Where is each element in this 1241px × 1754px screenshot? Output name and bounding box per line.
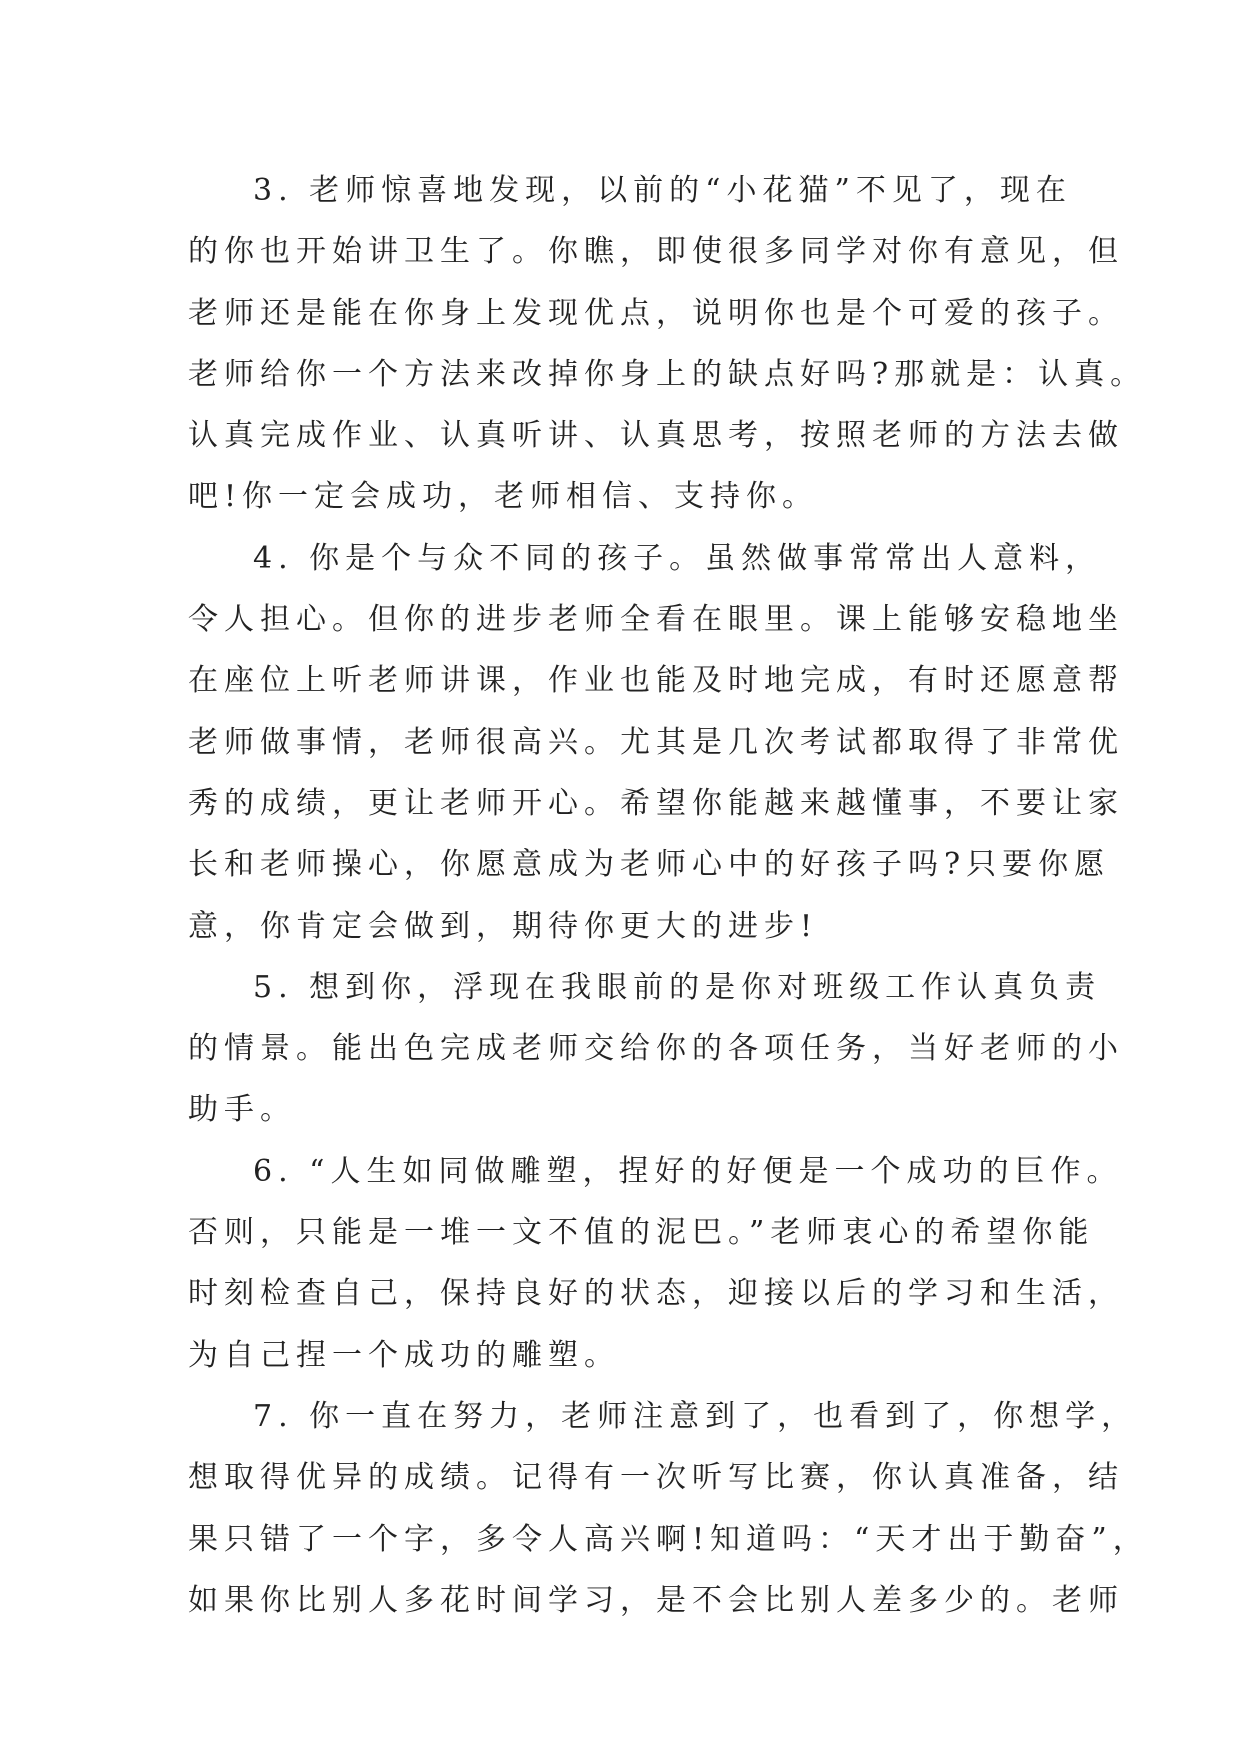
text-line: 3. 老师惊喜地发现，以前的“小花猫”不见了，现在	[253, 173, 1072, 208]
text-line: 7. 你一直在努力，老师注意到了，也看到了，你想学，	[253, 1398, 1138, 1434]
text-line: 秀的成绩，更让老师开心。希望你能越来越懂事，不要让家	[188, 785, 1124, 821]
paragraph-3	[188, 160, 1147, 528]
text-line: 长和老师操心，你愿意成为老师心中的好孩子吗?只要你愿	[188, 847, 1111, 883]
paragraph-7	[188, 1386, 1149, 1631]
text-line: 果只错了一个字，多令人高兴啊!知道吗：“天才出于勤奋”，	[188, 1521, 1149, 1557]
text-line: 意，你肯定会做到，期待你更大的进步!	[188, 908, 819, 944]
text-line: 老师做事情，老师很高兴。尤其是几次考试都取得了非常优	[188, 724, 1124, 760]
text-line: 令人担心。但你的进步老师全看在眼里。课上能够安稳地坐	[188, 602, 1124, 638]
text-line: 5. 想到你，浮现在我眼前的是你对班级工作认真负责	[253, 969, 1102, 1005]
text-line: 吧!你一定会成功，老师相信、支持你。	[188, 479, 819, 515]
paragraph-4	[188, 528, 1124, 957]
text-line: 助手。	[188, 1092, 296, 1128]
text-line: 否则，只能是一堆一文不值的泥巴。”老师衷心的希望你能	[188, 1215, 1095, 1251]
text-line: 如果你比别人多花时间学习，是不会比别人差多少的。老师	[188, 1582, 1124, 1618]
text-line: 老师还是能在你身上发现优点，说明你也是个可爱的孩子。	[188, 295, 1124, 331]
document-body	[188, 160, 1149, 1631]
text-line: 的情景。能出色完成老师交给你的各项任务，当好老师的小	[188, 1031, 1124, 1067]
text-line: 想取得优异的成绩。记得有一次听写比赛，你认真准备，结	[188, 1460, 1124, 1496]
paragraph-6	[188, 1141, 1124, 1386]
paragraph-5	[188, 957, 1124, 1141]
text-line: 老师给你一个方法来改掉你身上的缺点好吗?那就是：认真。	[188, 356, 1147, 392]
text-line: 在座位上听老师讲课，作业也能及时地完成，有时还愿意帮	[188, 663, 1124, 699]
text-line: 认真完成作业、认真听讲、认真思考，按照老师的方法去做	[188, 418, 1124, 454]
text-line: 为自己捏一个成功的雕塑。	[188, 1337, 620, 1373]
text-line: 6. “人生如同做雕塑，捏好的好便是一个成功的巨作。	[253, 1153, 1123, 1189]
text-line: 的你也开始讲卫生了。你瞧，即使很多同学对你有意见，但	[188, 234, 1124, 270]
text-line: 时刻检查自己，保持良好的状态，迎接以后的学习和生活，	[188, 1276, 1124, 1312]
text-line: 4. 你是个与众不同的孩子。虽然做事常常出人意料，	[253, 540, 1102, 576]
